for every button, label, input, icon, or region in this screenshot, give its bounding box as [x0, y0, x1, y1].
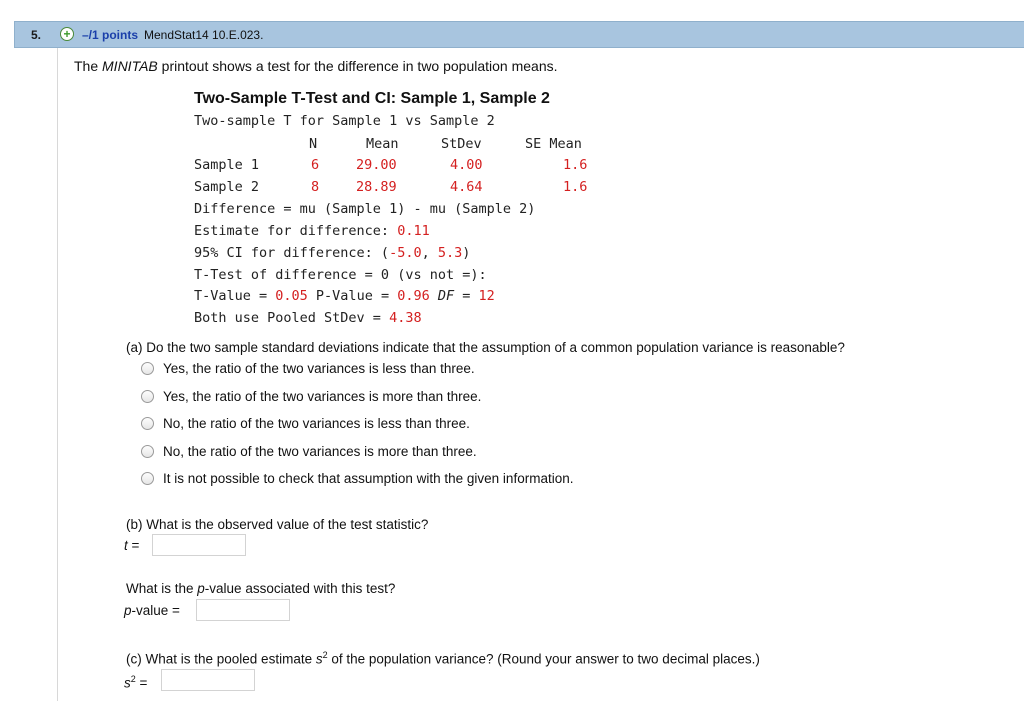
difference-line: Difference = mu (Sample 1) - mu (Sample 2) — [194, 201, 536, 217]
row-se-mean: 1.6 — [563, 157, 588, 173]
t-label: t = — [124, 538, 140, 553]
part-c-question: (c) What is the pooled estimate $s^2$ of the population variance? (Round your answer to two decimal places.) — [126, 650, 760, 667]
s2-answer-input[interactable] — [161, 669, 255, 691]
option-no-more[interactable]: No, the ratio of the two variances is more than three. — [141, 442, 477, 460]
row-stdev: 4.64 — [450, 179, 483, 195]
minitab-title: Two-Sample T-Test and CI: Sample 1, Sample 2 — [194, 90, 550, 107]
row-n: 6 — [311, 157, 320, 173]
points-link[interactable]: –/1 points — [82, 28, 139, 42]
option-yes-less[interactable]: Yes, the ratio of the two variances is less than three. — [141, 359, 475, 377]
pvalue-question: What is the p-value associated with this test? — [126, 581, 396, 596]
header-mean: Mean — [366, 136, 399, 152]
option-not-possible[interactable]: It is not possible to check that assumption with the given information. — [141, 469, 573, 487]
question-code: MendStat14 10.E.023. — [144, 28, 264, 42]
row-n: 8 — [311, 179, 320, 195]
row-mean: 28.89 — [356, 179, 397, 195]
header-se-mean: SE Mean — [525, 136, 582, 152]
estimate-line: Estimate for difference: 0.11 — [194, 223, 430, 239]
pooled-line: Both use Pooled StDev = 4.38 — [194, 310, 422, 326]
ci-line: 95% CI for difference: (-5.0, 5.3) — [194, 245, 471, 261]
radio-button[interactable] — [141, 417, 154, 430]
ttest-line: T-Test of difference = 0 (vs not =): — [194, 267, 487, 283]
radio-button[interactable] — [141, 362, 154, 375]
option-yes-more[interactable]: Yes, the ratio of the two variances is more than three. — [141, 387, 481, 405]
t-answer-input[interactable] — [152, 534, 246, 556]
radio-button[interactable] — [141, 472, 154, 485]
radio-button[interactable] — [141, 390, 154, 403]
minitab-subtitle: Two-sample T for Sample 1 vs Sample 2 — [194, 113, 495, 129]
option-no-less[interactable]: No, the ratio of the two variances is less than three. — [141, 414, 470, 432]
question-header — [14, 21, 1024, 48]
s2-label: $s^2$ = — [124, 674, 148, 691]
row-se-mean: 1.6 — [563, 179, 588, 195]
radio-button[interactable] — [141, 445, 154, 458]
part-a-question: (a) Do the two sample standard deviations indicate that the assumption of a common population variance is reasonable? — [126, 340, 845, 355]
row-stdev: 4.00 — [450, 157, 483, 173]
header-n: N — [309, 136, 318, 152]
row-label: Sample 2 — [194, 179, 260, 195]
row-label: Sample 1 — [194, 157, 260, 173]
pvalue-answer-input[interactable] — [196, 599, 290, 621]
tvalue-line: T-Value = 0.05 P-Value = 0.96 DF = 12 — [194, 288, 495, 304]
header-stdev: StDev — [441, 136, 482, 152]
plus-circle-icon[interactable]: + — [60, 27, 74, 41]
row-mean: 29.00 — [356, 157, 397, 173]
intro-text: The MINITAB printout shows a test for the difference in two population means. — [74, 58, 558, 74]
part-b-question: (b) What is the observed value of the test statistic? — [126, 517, 429, 532]
left-gutter-line — [57, 48, 58, 701]
pvalue-label: p-value = — [124, 603, 180, 618]
question-number: 5. — [31, 28, 42, 42]
